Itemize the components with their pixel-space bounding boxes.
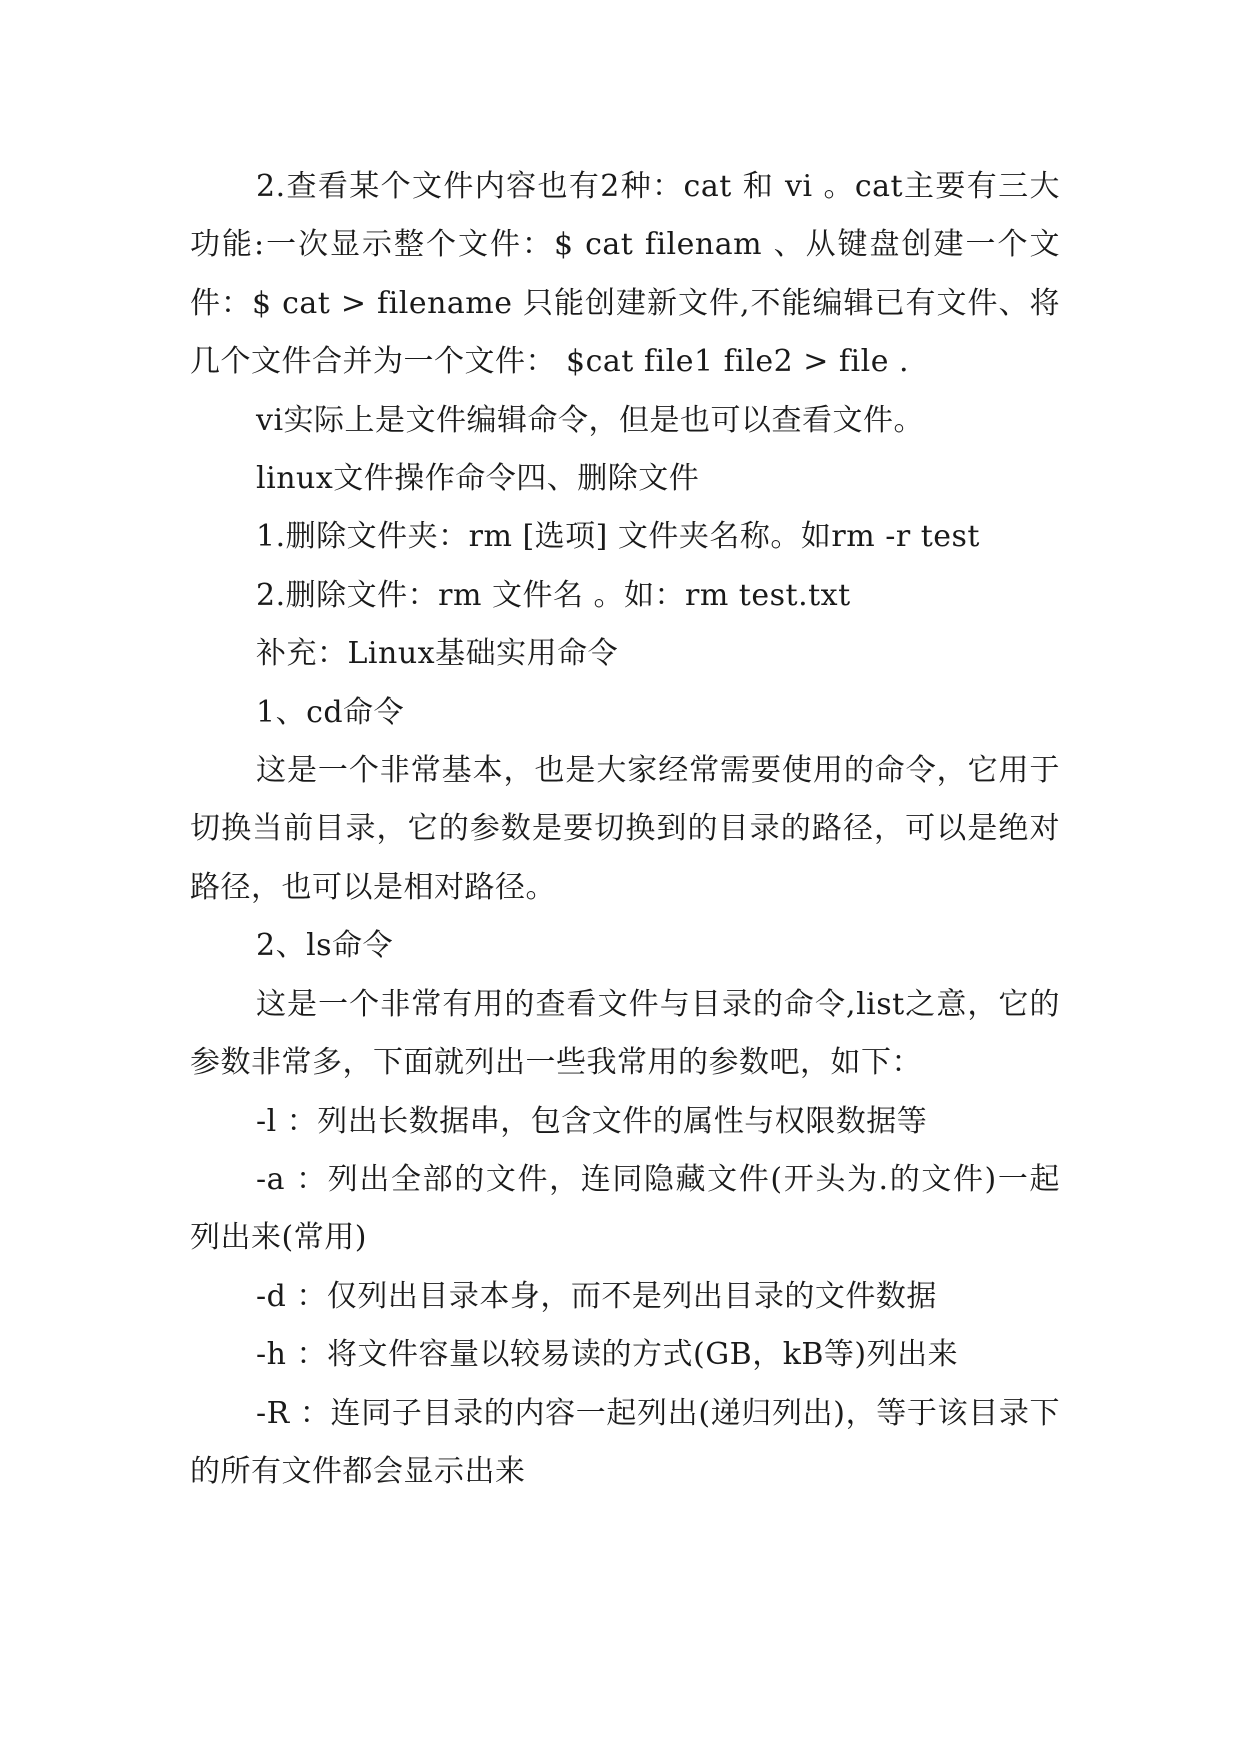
option-R: -R ：连同子目录的内容一起列出(递归列出)，等于该目录下的所有文件都会显示出来 [190,1395,1060,1489]
paragraph-ls-description: 这是一个非常有用的查看文件与目录的命令,list之意，它的参数非常多，下面就列出一些我常用的参数吧，如下： [190,986,1060,1081]
option-h: -h ：将文件容量以较易读的方式(GB，kB等)列出来 [256,1337,959,1373]
option-l: -l ：列出长数据串，包含文件的属性与权限数据等 [256,1103,928,1139]
paragraph-cd-description: 这是一个非常基本，也是大家经常需要使用的命令，它用于切换当前目录，它的参数是要切换到的目录的路径，可以是绝对路径，也可以是相对路径。 [190,753,1060,905]
heading-cd-command: 1、cd命令 [256,694,405,730]
option-a: -a ：列出全部的文件，连同隐藏文件(开头为.的文件)一起列出来(常用) [190,1161,1060,1256]
option-d: -d ：仅列出目录本身，而不是列出目录的文件数据 [256,1278,937,1314]
paragraph-delete-file: 2.删除文件：rm 文件名 。如：rm test.txt [256,577,851,613]
section-heading-delete-files: linux文件操作命令四、删除文件 [256,461,700,497]
paragraph-cat-vi: 2.查看某个文件内容也有2种：cat 和 vi 。cat主要有三大功能:一次显示整个文件：$ cat filenam 、从键盘创建一个文件：$ cat > filename 只能创建新文件,不能编辑已有文件、将几个文件合并为一个文件： $cat file1 file2 > file . [190,169,1060,380]
heading-ls-command: 2、ls命令 [256,928,394,964]
section-heading-supplement: 补充：Linux基础实用命令 [256,636,619,672]
paragraph-delete-folder: 1.删除文件夹：rm [选项] 文件夹名称。如rm -r test [256,519,980,555]
paragraph-vi-note: vi实际上是文件编辑命令，但是也可以查看文件。 [256,402,925,438]
document-body [190,158,1060,1501]
